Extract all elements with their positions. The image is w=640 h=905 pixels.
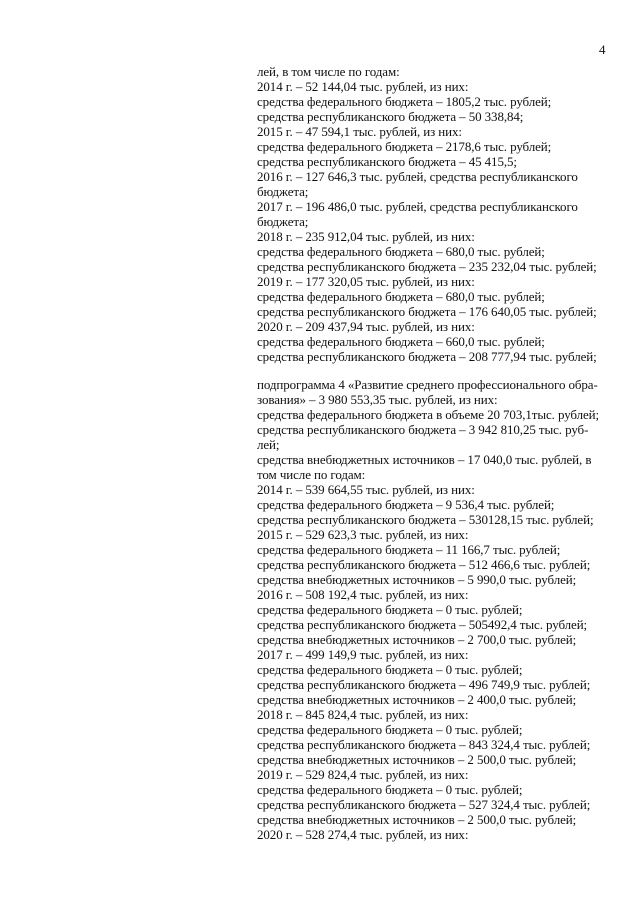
text-line: бюджета; bbox=[257, 184, 309, 199]
subprogram-4-block bbox=[257, 377, 607, 842]
text-line: лей; bbox=[257, 437, 280, 452]
text-line: средства республиканского бюджета – 512 466,6 тыс. рублей; bbox=[257, 557, 591, 572]
text-line: средства республиканского бюджета – 496 749,9 тыс. рублей; bbox=[257, 677, 591, 692]
text-line: средства республиканского бюджета – 208 777,94 тыс. рублей; bbox=[257, 349, 597, 364]
subprogram-heading-line: подпрограмма 4 «Развитие среднего профессионального обра- bbox=[257, 377, 598, 392]
text-line: лей, в том числе по годам: bbox=[257, 64, 400, 79]
text-line: средства федерального бюджета – 660,0 тыс. рублей; bbox=[257, 334, 545, 349]
text-line: 2017 г. – 499 149,9 тыс. рублей, из них: bbox=[257, 647, 469, 662]
text-line: средства республиканского бюджета – 505492,4 тыс. рублей; bbox=[257, 617, 588, 632]
text-line: средства федерального бюджета – 0 тыс. рублей; bbox=[257, 602, 523, 617]
text-line: средства внебюджетных источников – 2 400,0 тыс. рублей; bbox=[257, 692, 577, 707]
funding-by-year-block bbox=[257, 64, 607, 364]
text-line: средства республиканского бюджета – 235 232,04 тыс. рублей; bbox=[257, 259, 597, 274]
page-number: 4 bbox=[599, 42, 606, 57]
text-line: средства федерального бюджета – 11 166,7 тыс. рублей; bbox=[257, 542, 561, 557]
text-line: 2015 г. – 529 623,3 тыс. рублей, из них: bbox=[257, 527, 469, 542]
text-line: средства внебюджетных источников – 17 040,0 тыс. рублей, в bbox=[257, 452, 592, 467]
text-line: средства республиканского бюджета – 530128,15 тыс. рублей; bbox=[257, 512, 594, 527]
text-line: средства республиканского бюджета – 45 415,5; bbox=[257, 154, 517, 169]
text-line: средства федерального бюджета в объеме 20 703,1тыс. рублей; bbox=[257, 407, 600, 422]
text-line: 2019 г. – 177 320,05 тыс. рублей, из них: bbox=[257, 274, 475, 289]
text-line: средства внебюджетных источников – 2 500,0 тыс. рублей; bbox=[257, 752, 577, 767]
text-line: 2020 г. – 209 437,94 тыс. рублей, из них: bbox=[257, 319, 475, 334]
text-line: 2018 г. – 235 912,04 тыс. рублей, из них: bbox=[257, 229, 475, 244]
text-line: средства республиканского бюджета – 843 324,4 тыс. рублей; bbox=[257, 737, 591, 752]
text-line: средства федерального бюджета – 680,0 тыс. рублей; bbox=[257, 289, 545, 304]
subprogram-heading-line: зования» – 3 980 553,35 тыс. рублей, из них: bbox=[257, 392, 498, 407]
text-line: 2015 г. – 47 594,1 тыс. рублей, из них: bbox=[257, 124, 462, 139]
text-line: том числе по годам: bbox=[257, 467, 366, 482]
text-line: средства республиканского бюджета – 50 338,84; bbox=[257, 109, 524, 124]
text-line: 2020 г. – 528 274,4 тыс. рублей, из них: bbox=[257, 827, 469, 842]
text-line: средства внебюджетных источников – 2 700,0 тыс. рублей; bbox=[257, 632, 577, 647]
text-line: средства внебюджетных источников – 2 500,0 тыс. рублей; bbox=[257, 812, 577, 827]
text-line: бюджета; bbox=[257, 214, 309, 229]
text-line: средства республиканского бюджета – 3 942 810,25 тыс. руб- bbox=[257, 422, 589, 437]
text-line: средства федерального бюджета – 0 тыс. рублей; bbox=[257, 662, 523, 677]
text-line: средства федерального бюджета – 0 тыс. рублей; bbox=[257, 722, 523, 737]
text-line: 2017 г. – 196 486,0 тыс. рублей, средства республиканского bbox=[257, 199, 578, 214]
text-line: средства федерального бюджета – 2178,6 тыс. рублей; bbox=[257, 139, 552, 154]
text-line: 2014 г. – 52 144,04 тыс. рублей, из них: bbox=[257, 79, 469, 94]
text-line: средства федерального бюджета – 9 536,4 тыс. рублей; bbox=[257, 497, 555, 512]
text-line: средства республиканского бюджета – 527 324,4 тыс. рублей; bbox=[257, 797, 591, 812]
text-line: 2014 г. – 539 664,55 тыс. рублей, из них: bbox=[257, 482, 475, 497]
text-line: средства внебюджетных источников – 5 990,0 тыс. рублей; bbox=[257, 572, 577, 587]
text-line: 2019 г. – 529 824,4 тыс. рублей, из них: bbox=[257, 767, 469, 782]
text-line: средства федерального бюджета – 680,0 тыс. рублей; bbox=[257, 244, 545, 259]
text-line: 2018 г. – 845 824,4 тыс. рублей, из них: bbox=[257, 707, 469, 722]
text-line: средства федерального бюджета – 0 тыс. рублей; bbox=[257, 782, 523, 797]
text-line: 2016 г. – 127 646,3 тыс. рублей, средства республиканского bbox=[257, 169, 578, 184]
text-line: 2016 г. – 508 192,4 тыс. рублей, из них: bbox=[257, 587, 469, 602]
text-line: средства республиканского бюджета – 176 640,05 тыс. рублей; bbox=[257, 304, 597, 319]
text-line: средства федерального бюджета – 1805,2 тыс. рублей; bbox=[257, 94, 552, 109]
